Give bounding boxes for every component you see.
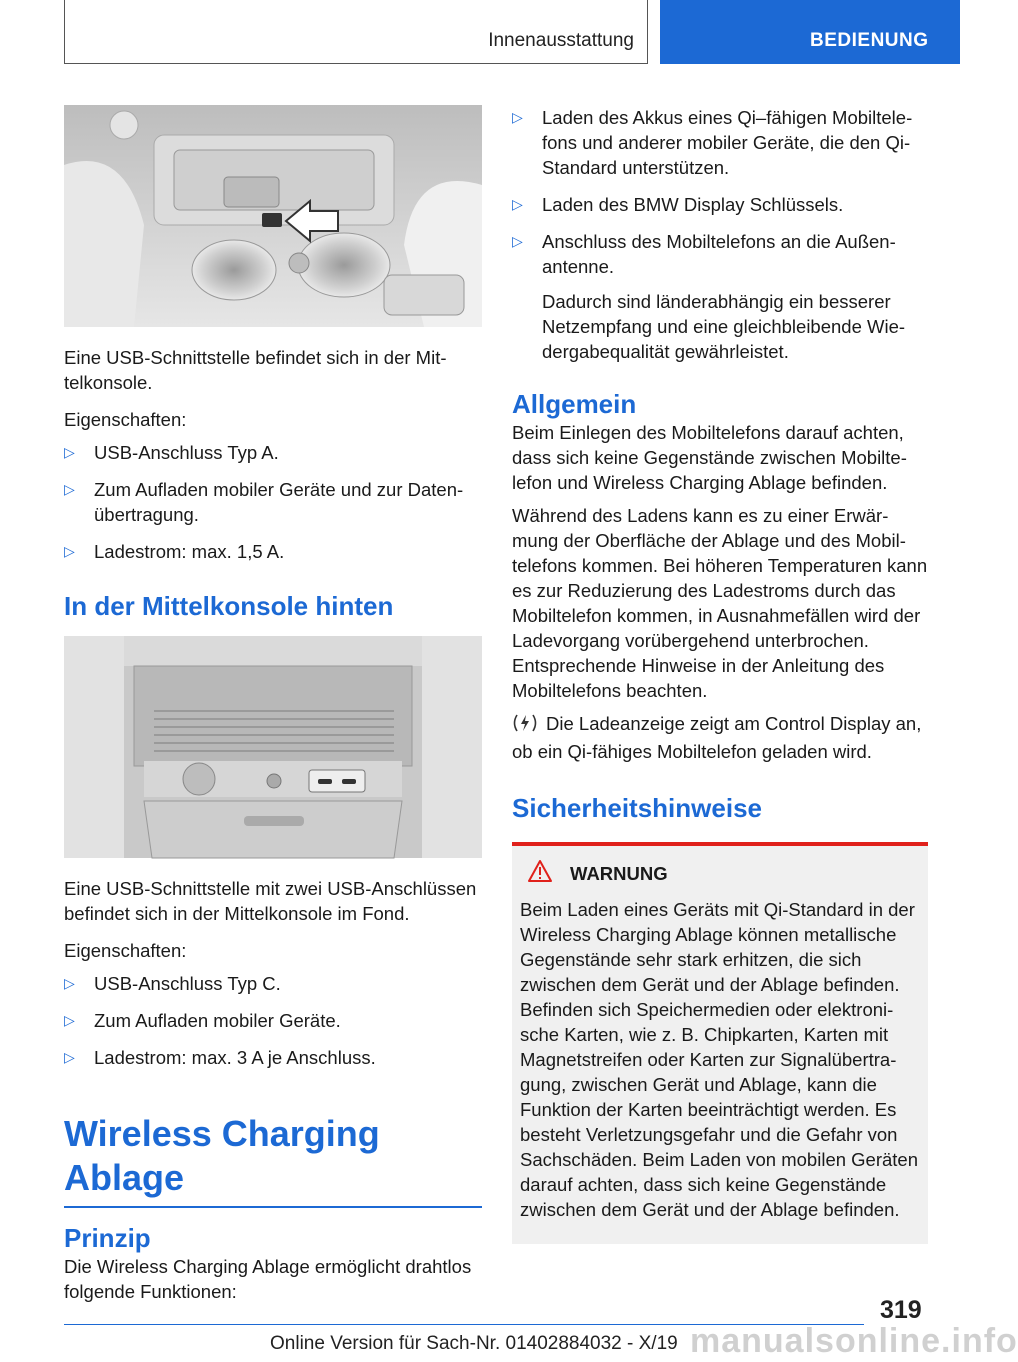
rear-console-heading: In der Mittelkonsole hinten <box>64 591 394 621</box>
usb-rear-props <box>64 971 482 1070</box>
function-note: Dadurch sind länderabhängig ein besserer Netzempfang und eine gleichbleibende Wiedergabequalität gewährleistet. <box>542 291 906 362</box>
usb-front-caption: Eine USB-Schnittstelle befindet sich in der Mittelkonsole. <box>64 347 447 393</box>
warning-text: Beim Laden eines Geräts mit Qi-Standard in der Wireless Charging Ablage können metallische Gegenstände sehr stark erhitzen, die sich zwischen dem Gerät und der Ablage befinden. Befinden sich Speichermedien oder elektronische Karten, wie z. B. Chipkarten, Karten mit Magnetstreifen oder Karten zur Signalübertragung, zwischen Gerät und Ablage, kann die Funktion der Karten beeinträchtigt werden. Es besteht Verletzungsgefahr und die Gefahr von Sachschäden. Beim Laden von mobilen Geräten darauf achten, dass sich keine Gegenstände zwischen dem Gerät und der Ablage befinden. <box>520 899 919 1220</box>
warning-title: WARNUNG <box>570 862 668 884</box>
triangle-bullet-icon: ▷ <box>512 196 523 212</box>
wireless-functions <box>512 105 928 364</box>
triangle-bullet-icon: ▷ <box>64 543 75 559</box>
online-version-text: Online Version für Sach-Nr. 01402884032 - X/19 <box>270 1333 678 1354</box>
prinzip-heading: Prinzip <box>64 1223 151 1253</box>
list-item: ▷ USB-Anschluss Typ C. <box>64 973 281 994</box>
triangle-bullet-icon: ▷ <box>64 444 75 460</box>
list-item: ▷ Zum Aufladen mobiler Geräte. <box>64 1010 341 1031</box>
allgemein-paragraph-2: Während des Ladens kann es zu einer Erwärmung der Oberfläche der Ablage und des Mobiltelefons kommen. Bei höheren Temperaturen kann es zur Reduzierung des Ladestroms durch das Mobiltelefon kommen, in Ausnahmefällen wird der Ladevorgang vorübergehend unterbrochen. Entsprechende Hinweise in der Anleitung des Mobiltelefons beachten. <box>512 505 928 701</box>
wireless-charging-title: Wireless Charging Ablage <box>64 1113 380 1198</box>
triangle-bullet-icon: ▷ <box>512 233 523 249</box>
front-console-photo <box>64 105 482 327</box>
list-item: ▷ Laden des BMW Display Schlüssels. <box>512 194 844 215</box>
page-number: 319 <box>880 1296 922 1324</box>
usb-front-props-label: Eigenschaften: <box>64 409 187 430</box>
triangle-bullet-icon: ▷ <box>64 1012 75 1028</box>
left-column <box>64 105 482 1304</box>
list-item: ▷ USB-Anschluss Typ A. <box>64 442 279 463</box>
triangle-bullet-icon: ▷ <box>64 481 75 497</box>
list-item: ▷ Ladestrom: max. 1,5 A. <box>64 541 285 562</box>
triangle-bullet-icon: ▷ <box>512 109 523 125</box>
right-column <box>512 105 928 1244</box>
list-item: ▷ Ladestrom: max. 3 A je Anschluss. <box>64 1047 376 1068</box>
warning-header <box>520 860 920 887</box>
triangle-bullet-icon: ▷ <box>64 975 75 991</box>
wireless-charging-icon <box>512 713 538 739</box>
safety-heading: Sicherheitshinweise <box>512 793 762 823</box>
section-title: Innenausstattung <box>488 30 634 51</box>
watermark-logo: manualsonline.info <box>690 1322 1018 1360</box>
usb-front-props <box>64 440 482 564</box>
allgemein-paragraph-1: Beim Einlegen des Mobiltelefons darauf achten, dass sich keine Gegenstände zwischen Mobiltelefon und Wireless Charging Ablage befinden. <box>512 422 907 493</box>
rear-console-photo <box>64 636 482 858</box>
allgemein-paragraph-3: Die Ladeanzeige zeigt am Control Display an, ob ein Qi-fähiges Mobiltelefon geladen wird. <box>512 713 922 762</box>
usb-rear-caption: Eine USB-Schnittstelle mit zwei USB-Anschlüssen befindet sich in der Mittelkonsole im Fond. <box>64 878 477 924</box>
warning-triangle-icon <box>528 860 552 887</box>
list-item: ▷ Laden des Akkus eines Qi–fähigen Mobiltelefons und anderer mobiler Geräte, die den Qi-Standard unterstützen. <box>512 107 913 178</box>
warning-box <box>512 842 928 1244</box>
prinzip-text: Die Wireless Charging Ablage ermöglicht drahtlos folgende Funktionen: <box>64 1256 472 1302</box>
chapter-tab[interactable]: BEDIENUNG <box>660 0 960 64</box>
list-item: ▷ Zum Aufladen mobiler Geräte und zur Datenübertragung. <box>64 479 464 525</box>
usb-rear-props-label: Eigenschaften: <box>64 940 187 961</box>
list-item: ▷ Anschluss des Mobiltelefons an die Außenantenne. Dadurch sind länderabhängig ein besserer Netzempfang und eine gleichbleibende Wiedergabequalität gewährleistet. <box>512 229 928 364</box>
triangle-bullet-icon: ▷ <box>64 1049 75 1065</box>
allgemein-heading: Allgemein <box>512 389 637 419</box>
